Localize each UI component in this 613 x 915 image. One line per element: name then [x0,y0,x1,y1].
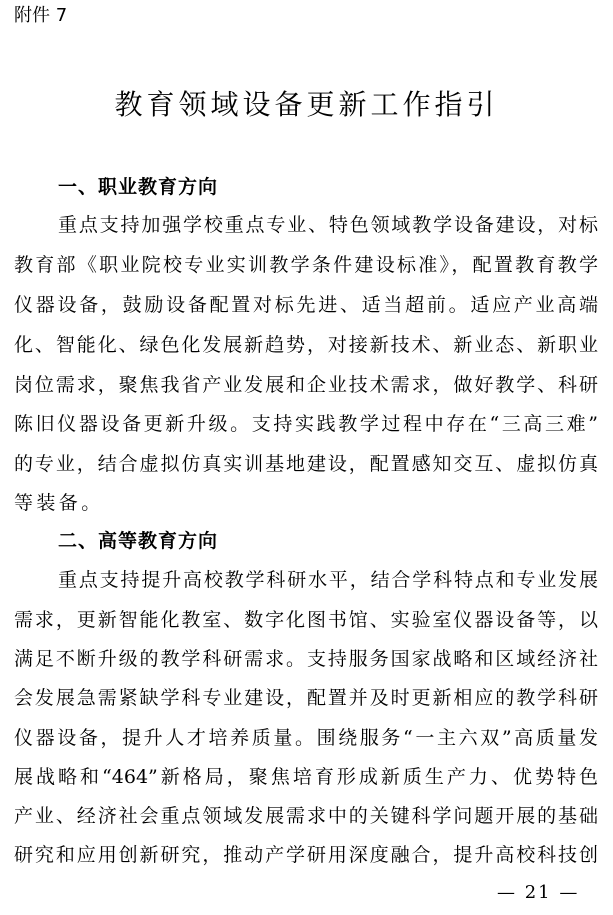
section-heading-vocational: 一、职业教育方向 [58,176,219,198]
paragraph-line: 陈旧仪器设备更新升级。支持实践教学过程中存在“三高三难” [14,413,598,435]
paragraph-line: 仪器设备，提升人才培养质量。围绕服务“一主六双”高质量发 [14,727,598,749]
paragraph-line: 重点支持加强学校重点专业、特色领域教学设备建设，对标 [58,214,598,236]
paragraph-line: 会发展急需紧缺学科专业建设，配置并及时更新相应的教学科研 [14,687,598,709]
paragraph-line: 教育部《职业院校专业实训教学条件建设标准》，配置教育教学 [14,254,598,276]
paragraph-line: 仪器设备，鼓励设备配置对标先进、适当超前。适应产业高端 [14,294,598,316]
attachment-label: 附件 7 [14,5,68,26]
paragraph-line: 化、智能化、绿色化发展新趋势，对接新技术、新业态、新职业 [14,334,598,356]
paragraph-line: 展战略和“464”新格局，聚焦培育形成新质生产力、优势特色 [14,766,598,788]
paragraph-line: 产业、经济社会重点领域发展需求中的关键科学问题开展的基础 [14,805,598,827]
paragraph-line: 岗位需求，聚焦我省产业发展和企业技术需求，做好教学、科研 [14,374,598,396]
paragraph-line: 重点支持提升高校教学科研水平，结合学科特点和专业发展 [58,569,598,591]
page-number: — 21 — [497,882,580,903]
paragraph-line: 需求，更新智能化教室、数字化图书馆、实验室仪器设备等，以 [14,609,598,631]
paragraph-line: 等装备。 [14,492,104,514]
section-heading-higher-education: 二、高等教育方向 [58,530,219,552]
paragraph-line: 的专业，结合虚拟仿真实训基地建设，配置感知交互、虚拟仿真 [14,453,598,475]
paragraph-line: 满足不断升级的教学科研需求。支持服务国家战略和区域经济社 [14,648,598,670]
paragraph-line: 研究和应用创新研究，推动产学研用深度融合，提升高校科技创 [14,844,598,866]
document-title: 教育领域设备更新工作指引 [114,88,499,121]
